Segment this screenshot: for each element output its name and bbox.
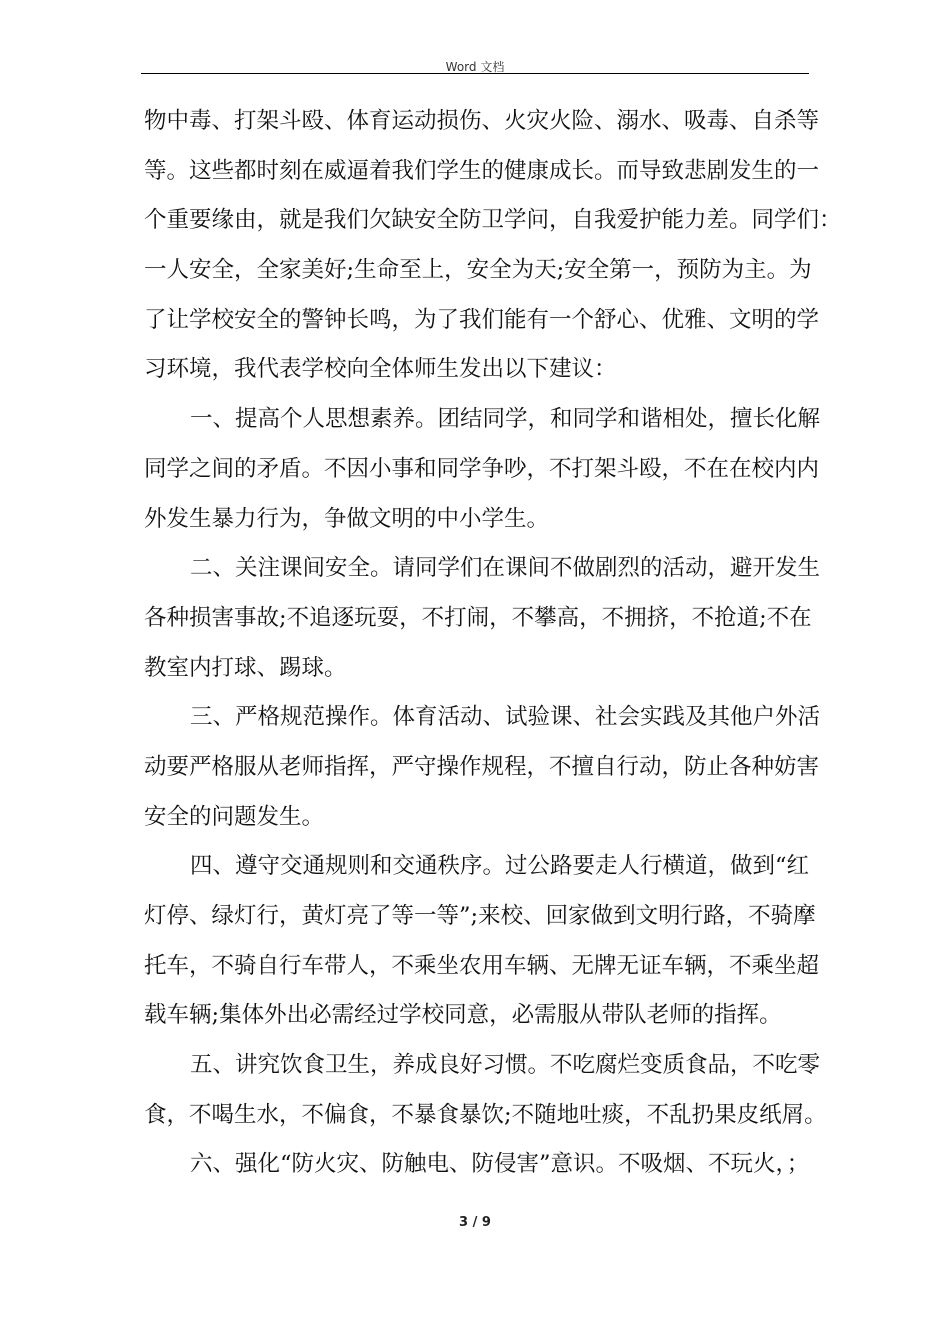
text-line: 托车，不骑自行车带人，不乘坐农用车辆、无牌无证车辆，不乘坐超 [144,952,820,979]
text-line: 外发生暴力行为，争做文明的中小学生。 [144,505,550,532]
text-line: 各种损害事故;不追逐玩耍，不打闹，不攀高，不拥挤，不抢道;不在 [144,604,812,631]
paragraph-first-line: 四、遵守交通规则和交通秩序。过公路要走人行横道，做到“红 [190,853,810,880]
text-line: 等。这些都时刻在威逼着我们学生的健康成长。而导致悲剧发生的一 [144,157,820,184]
text-line: 同学之间的矛盾。不因小事和同学争吵，不打架斗殴，不在在校内内 [144,455,820,482]
text-line: 习环境，我代表学校向全体师生发出以下建议： [144,356,617,383]
document-body [144,97,842,1190]
text-line: 了让学校安全的警钟长鸣，为了我们能有一个舒心、优雅、文明的学 [144,306,820,333]
text-line: 灯停、绿灯行，黄灯亮了等一等”;来校、回家做到文明行路，不骑摩 [144,903,816,929]
paragraph-first-line: 一、提高个人思想素养。团结同学，和同学和谐相处，擅长化解 [190,406,821,433]
header-title: Word 文档 [445,60,505,74]
text-line: 物中毒、打架斗殴、体育运动损伤、火灾火险、溺水、吸毒、自杀等 [144,108,820,134]
page-header [141,56,809,74]
text-line: 一人安全，全家美好;生命至上，安全为天;安全第一，预防为主。为 [144,257,812,284]
text-line: 食，不喝生水，不偏食，不暴食暴饮;不随地吐痰，不乱扔果皮纸屑。 [144,1101,827,1128]
page-number: 3 / 9 [459,1215,491,1230]
paragraph-first-line: 五、讲究饮食卫生，养成良好习惯。不吃腐烂变质食品，不吃零 [190,1052,821,1079]
text-line: 教室内打球、踢球。 [144,654,347,681]
text-line: 载车辆;集体外出必需经过学校同意，必需服从带队老师的指挥。 [144,1002,782,1029]
paragraph-first-line: 二、关注课间安全。请同学们在课间不做剧烈的活动，避开发生 [190,555,821,582]
text-line: 动要严格服从老师指挥，严守操作规程，不擅自行动，防止各种妨害 [144,753,820,780]
text-line: 个重要缘由，就是我们欠缺安全防卫学问，自我爱护能力差。同学们： [144,207,842,234]
paragraph-first-line: 三、严格规范操作。体育活动、试验课、社会实践及其他户外活 [190,704,821,731]
text-line: 安全的问题发生。 [144,803,325,830]
paragraph-first-line: 六、强化“防火灾、防触电、防侵害”意识。不吸烟、不玩火，； [190,1151,810,1178]
